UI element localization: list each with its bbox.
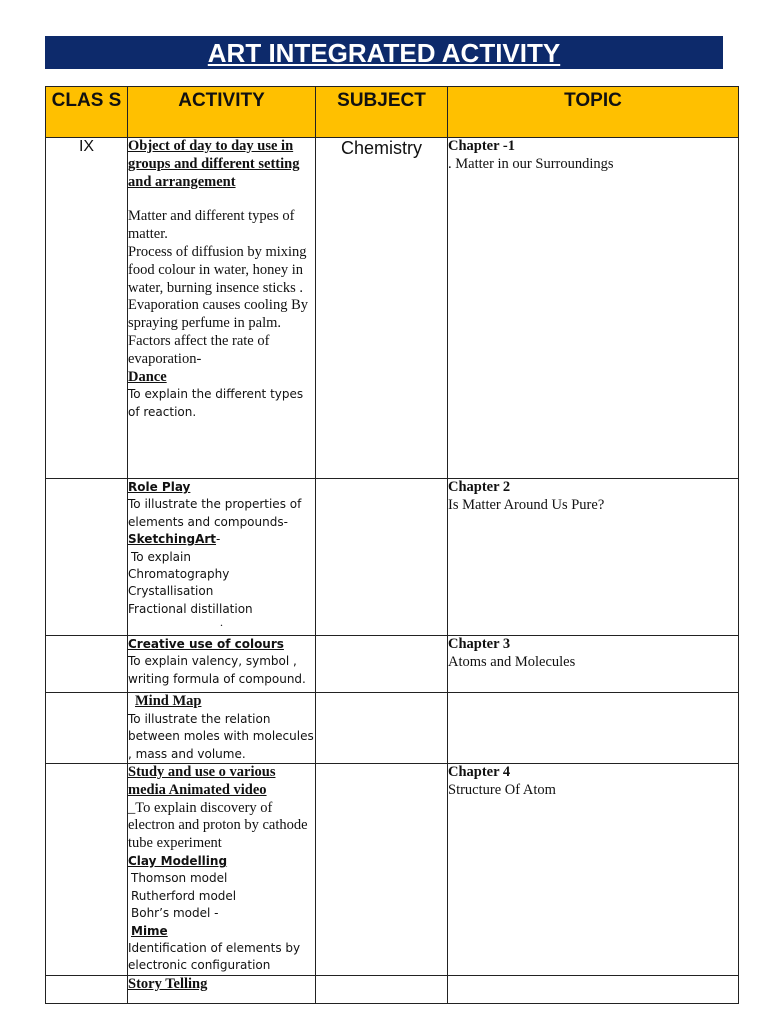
table-row [46,479,739,636]
activity-text: Matter and different types of matter. [128,208,295,243]
topic-cell [448,976,739,1004]
header-class: CLAS S [46,87,128,138]
activity-text: Crystallisation [128,584,214,599]
topic-cell [448,636,739,693]
activity-text: To illustrate the properties of elements and compounds- [128,497,302,529]
activity-text: To illustrate the relation between moles with molecules , mass and volume. [128,711,314,761]
activity-table [45,86,739,1004]
subject-cell [316,479,448,636]
activity-text: To explain the different types of reaction. [128,387,304,419]
activity-cell [128,138,316,479]
table-row [46,976,739,1004]
activity-text: Chromatography [128,567,230,582]
chapter-label: Chapter 2 [448,479,511,495]
activity-text: Thomson model [131,871,228,886]
topic-cell [448,693,739,764]
activity-heading: Object of day to day use in groups and different setting and arrangement [128,138,300,190]
chapter-label: Chapter -1 [448,138,515,154]
activity-heading: Story Telling [128,976,208,993]
activity-cell [128,693,316,764]
topic-cell [448,479,739,636]
activity-text: Identification of elements by electronic configuration [128,941,301,973]
subject-cell: Chemistry [316,138,448,479]
topic-cell [448,138,739,479]
activity-text: To explain valency, symbol , writing formula of compound. [128,654,306,686]
chapter-title: . Matter in our Surroundings [448,155,614,172]
activity-heading: Mime [131,923,168,938]
activity-heading: Creative use of colours [128,637,284,651]
class-cell: IX [46,138,128,479]
activity-text: - [216,532,221,547]
chapter-title: Structure Of Atom [448,781,556,798]
activity-text: . [220,615,223,630]
class-cell [46,636,128,693]
activity-heading: Clay Modelling [128,854,228,868]
class-cell [46,479,128,636]
class-cell [46,764,128,976]
activity-text: Rutherford model [131,888,237,903]
header-row [46,87,739,138]
activity-text: Factors affect the rate of evaporation- [128,332,270,367]
activity-heading: Dance [128,368,167,385]
activity-heading: SketchingArt [128,532,217,547]
activity-text: Bohr’s model - [131,906,219,921]
subject-cell [316,764,448,976]
activity-text: Fractional distillation [128,601,253,616]
activity-cell [128,479,316,636]
header-subject: SUBJECT [316,87,448,138]
subject-cell [316,636,448,693]
subject-cell [316,976,448,1004]
topic-cell [448,764,739,976]
chapter-label: Chapter 3 [448,636,511,652]
activity-cell [128,764,316,976]
activity-text: Evaporation causes cooling By spraying perfume in palm. [128,297,308,332]
class-cell [46,693,128,764]
subject-cell [316,693,448,764]
class-cell [46,976,128,1004]
page-title: ART INTEGRATED ACTIVITY [45,36,723,69]
chapter-label: Chapter 4 [448,764,511,781]
activity-cell [128,976,316,1004]
chapter-title: Is Matter Around Us Pure? [448,496,605,513]
table-row [46,138,739,479]
activity-text: _To explain discovery of electron and proton by cathode tube experiment [128,799,308,852]
table-row [46,693,739,764]
chapter-title: Atoms and Molecules [448,653,576,670]
header-activity: ACTIVITY [128,87,316,138]
activity-heading: Study and use o various media Animated video [128,764,276,798]
activity-text: To explain [131,549,191,564]
activity-heading: Role Play [128,480,191,494]
activity-cell [128,636,316,693]
activity-text: Process of diffusion by mixing food colour in water, honey in water, burning insence sticks . [128,243,307,296]
table-row [46,636,739,693]
activity-heading: Mind Map [135,693,202,709]
table-row [46,764,739,976]
header-topic: TOPIC [448,87,739,138]
